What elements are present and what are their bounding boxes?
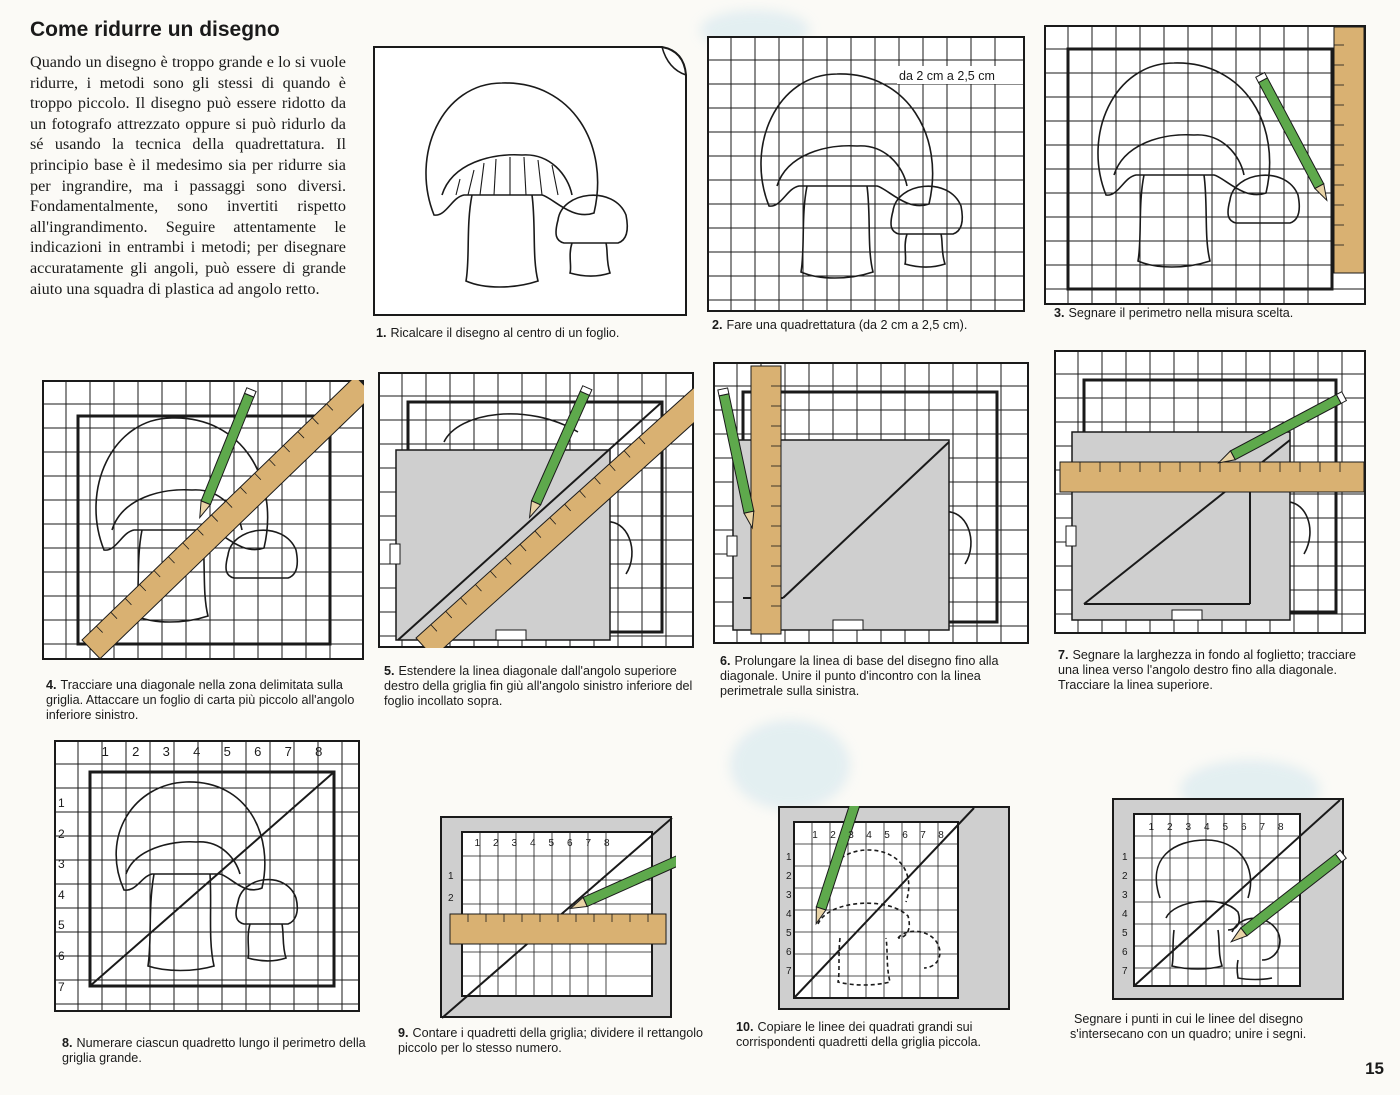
grid-number: 3 (1122, 890, 1128, 901)
grid-row-numbers (1122, 848, 1128, 981)
grid-number: 1 (474, 838, 481, 849)
step-text: Estendere la linea diagonale dall'angolo superiore destro della griglia fin giù all'angolo sinistro inferiore del foglio incollato sopra. (384, 664, 693, 708)
step-text: Prolungare la linea di base del disegno fino alla diagonale. Unire il punto d'incontro con la linea perimetrale sulla sinistra. (720, 654, 999, 698)
panel-step-4 (42, 380, 364, 660)
ruler-icon (1060, 462, 1364, 492)
grid-number: 6 (786, 947, 792, 958)
caption-step-9 (398, 1026, 716, 1056)
grid-number: 2 (132, 744, 140, 759)
grid-number: 7 (58, 979, 65, 994)
grid-number: 8 (603, 838, 610, 849)
grid-number: 7 (284, 744, 292, 759)
grid-number: 4 (58, 887, 65, 902)
grid-number: 5 (786, 928, 792, 939)
grid-number: 2 (1166, 822, 1173, 833)
grid-number: 3 (162, 744, 170, 759)
grid-number: 1 (58, 796, 65, 810)
grid-number: 4 (866, 830, 872, 841)
grid-number: 4 (1203, 822, 1210, 833)
panel-step-2 (707, 36, 1025, 312)
ruler-icon (450, 914, 666, 944)
step-number: 3. (1054, 306, 1065, 320)
panel-step-5 (378, 372, 694, 648)
step-number: 6. (720, 654, 731, 668)
grid-number: 6 (1122, 947, 1128, 958)
grid-number: 4 (529, 838, 536, 849)
grid-number: 2 (786, 871, 792, 882)
grid-number: 1 (101, 744, 109, 759)
grid-number: 6 (902, 830, 908, 841)
step-text: Numerare ciascun quadretto lungo il perimetro della griglia grande. (62, 1036, 366, 1065)
step-text: Segnare la larghezza in fondo al foglietto; tracciare una linea verso l'angolo destro fino alla diagonale. Tracciare la linea superiore. (1058, 648, 1357, 692)
caption-step-4 (46, 678, 364, 723)
grid-number: 2 (492, 838, 499, 849)
grid-column-numbers (90, 744, 334, 759)
page-number: 15 (1365, 1059, 1384, 1078)
grid-row-numbers (58, 788, 78, 1002)
caption-step-5 (384, 664, 696, 709)
grid-number: 1 (786, 852, 792, 863)
caption-step-10 (736, 1020, 1054, 1050)
grid-number: 2 (448, 893, 454, 904)
panel-step-8 (54, 740, 360, 1012)
step-number: 10. (736, 1020, 754, 1034)
grid-number: 6 (1240, 822, 1247, 833)
grid-number: 2 (1122, 871, 1128, 882)
grid-number: 6 (254, 744, 262, 759)
grid-number: 6 (58, 948, 65, 963)
grid-number: 1 (1148, 822, 1155, 833)
grid-number: 5 (1222, 822, 1229, 833)
grid-number: 7 (786, 966, 792, 977)
caption-step-11 (1070, 1012, 1376, 1042)
panel-step-6 (713, 362, 1029, 644)
grid-number: 3 (1185, 822, 1192, 833)
panel-step-9 (440, 816, 676, 1020)
grid-number: 4 (193, 744, 201, 759)
grid-number: 7 (1122, 966, 1128, 977)
step-number: 1. (376, 326, 387, 340)
step-number: 8. (62, 1036, 73, 1050)
grid-number: 5 (223, 744, 231, 759)
grid-number: 2 (58, 826, 65, 841)
grid-column-numbers (806, 830, 950, 841)
grid-number: 4 (786, 909, 792, 920)
step-text: Contare i quadretti della griglia; dividere il rettangolo piccolo per lo stesso numero. (398, 1026, 704, 1055)
step-number: 4. (46, 678, 57, 692)
grid-number: 5 (58, 918, 65, 933)
grid-number: 5 (1122, 928, 1128, 939)
panel-step-3 (1044, 25, 1366, 305)
panel-step-10 (778, 806, 1012, 1012)
step-text: Segnare i punti in cui le linee del disegno s'intersecano con un quadro; unire i segni. (1070, 1012, 1307, 1041)
grid-row-numbers (448, 866, 454, 910)
step-text: Tracciare una diagonale nella zona delimitata sulla griglia. Attaccare un foglio di carta più piccolo all'angolo inferiore sinistro. (46, 678, 355, 722)
caption-step-7 (1058, 648, 1370, 693)
ruler-icon (751, 366, 781, 634)
panel-step-11 (1112, 798, 1358, 1002)
grid-number: 1 (812, 830, 818, 841)
step-text: Copiare le linee dei quadrati grandi sui corrispondenti quadretti della griglia piccola. (736, 1020, 982, 1049)
grid-number: 6 (566, 838, 573, 849)
grid-column-numbers (1142, 822, 1290, 833)
step-text: Fare una quadrettatura (da 2 cm a 2,5 cm). (726, 318, 968, 332)
measure-label: da 2 cm a 2,5 cm (899, 69, 995, 83)
grid-number: 8 (1277, 822, 1284, 833)
grid-number: 4 (1122, 909, 1128, 920)
caption-step-3 (1054, 306, 1366, 321)
caption-step-1 (376, 326, 688, 341)
grid-number: 5 (548, 838, 555, 849)
grid-number: 3 (848, 830, 854, 841)
grid-number: 3 (58, 857, 65, 872)
panel-step-7 (1054, 350, 1366, 634)
page-title: Come ridurre un disegno (30, 18, 280, 41)
grid-column-numbers (468, 838, 616, 849)
grid-number: 8 (315, 744, 323, 759)
grid-number: 5 (884, 830, 890, 841)
grid-number: 8 (938, 830, 944, 841)
caption-step-6 (720, 654, 1036, 699)
grid-number: 2 (830, 830, 836, 841)
grid-number: 3 (786, 890, 792, 901)
step-number: 2. (712, 318, 723, 332)
ruler-icon (1334, 27, 1364, 273)
step-text: Ricalcare il disegno al centro di un foglio. (390, 326, 620, 340)
step-number: 9. (398, 1026, 409, 1040)
step-number: 7. (1058, 648, 1069, 662)
intro-paragraph: Quando un disegno è troppo grande e lo si vuole ridurre, i metodi sono gli stessi di quando è troppo piccolo. Il disegno può essere ridotto da un fotografo attrezzato oppure si può ridurlo da sé usando la tecnica della quadrettatura. Il principio base è il medesimo sia per ridurre sia per ingrandire, ma i passaggi sono diversi. Fondamentalmente, sono invertiti rispetto all'ingrandimento. Seguire attentamente le indicazioni in entrambi i metodi; per disegnare accuratamente gli angoli, può essere di grande aiuto una squadra di plastica ad angolo retto. (30, 53, 346, 298)
grid-number: 7 (1259, 822, 1266, 833)
caption-step-2 (712, 318, 1028, 333)
grid-number: 1 (1122, 852, 1128, 863)
grid-row-numbers (786, 848, 792, 981)
panel-step-1 (372, 45, 688, 317)
grid-number: 3 (511, 838, 518, 849)
grid-number: 7 (920, 830, 926, 841)
grid-number: 1 (448, 871, 454, 882)
step-number: 5. (384, 664, 395, 678)
step-text: Segnare il perimetro nella misura scelta. (1068, 306, 1294, 320)
grid-number: 7 (585, 838, 592, 849)
caption-step-8 (62, 1036, 372, 1066)
